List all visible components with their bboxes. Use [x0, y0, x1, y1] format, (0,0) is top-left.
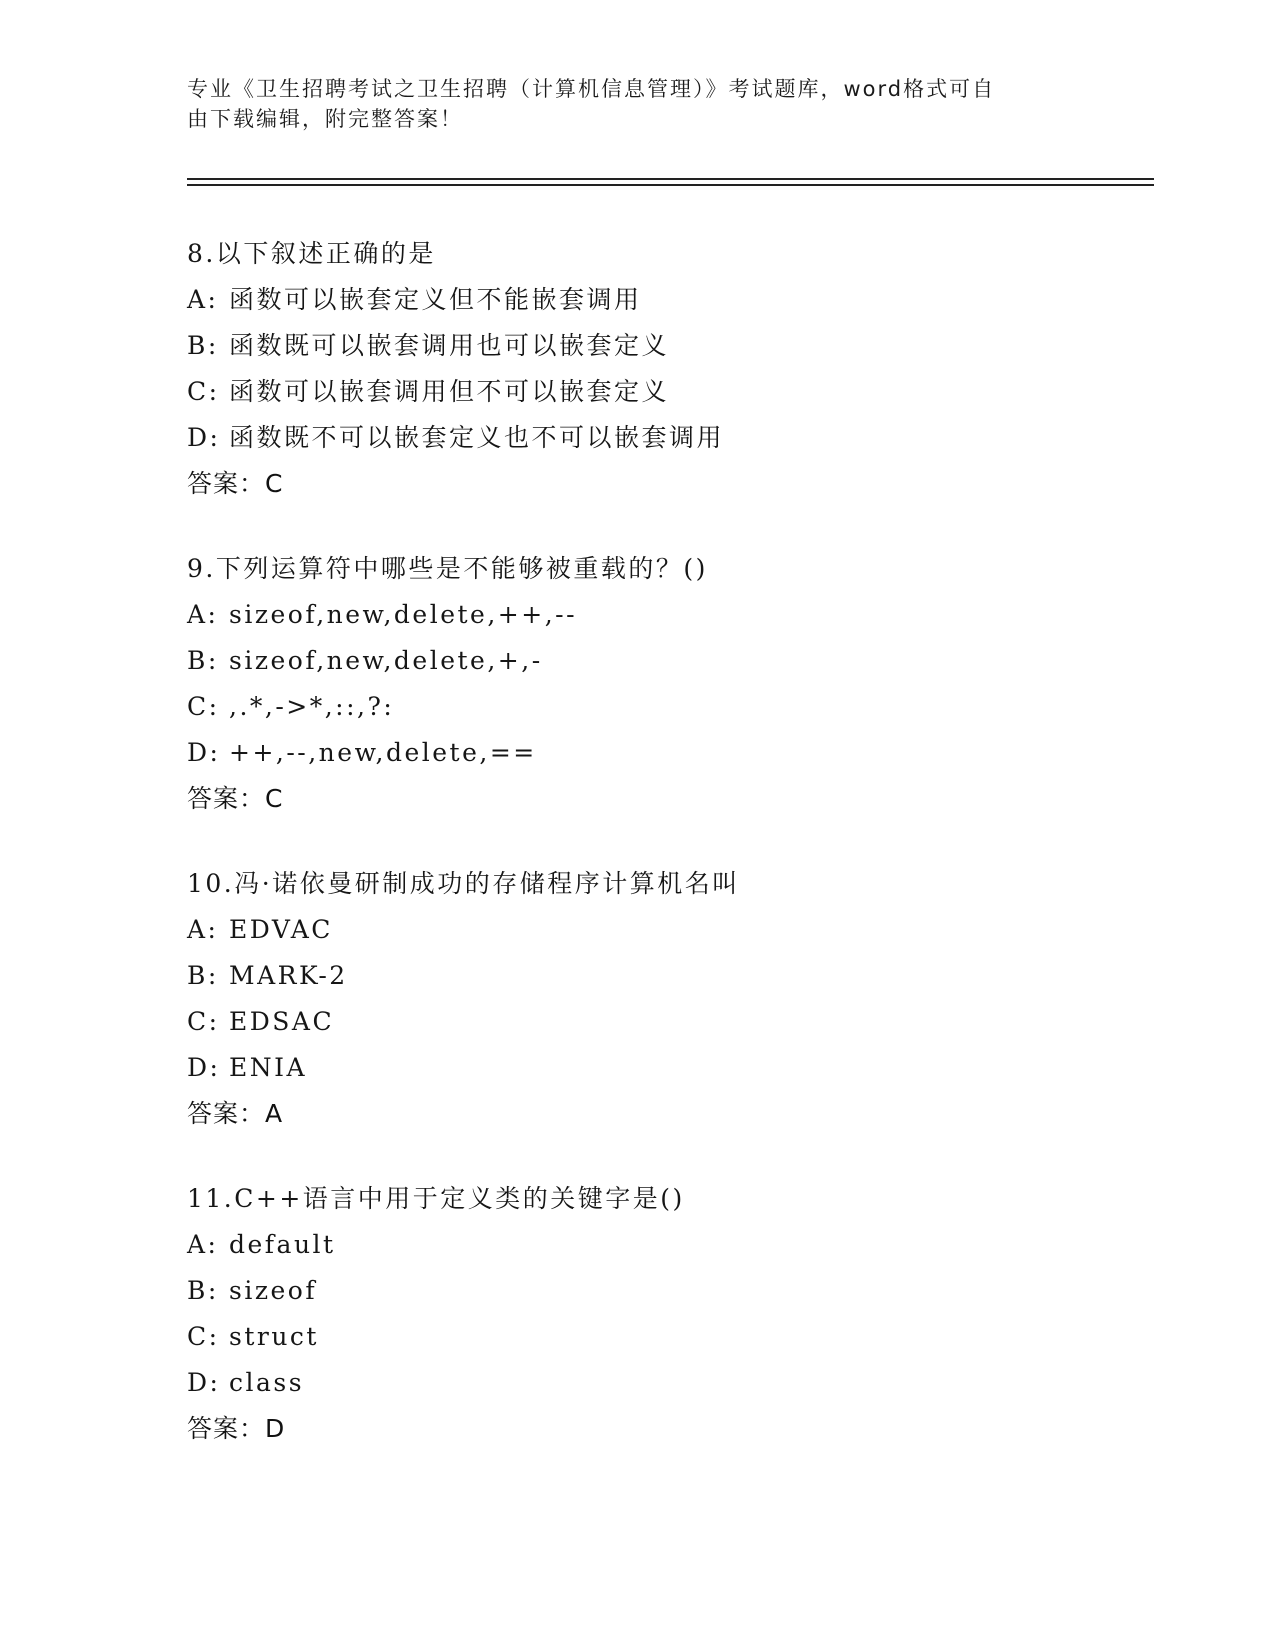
- option-letter: A:: [187, 915, 219, 944]
- answer-label: 答案：: [187, 1414, 266, 1443]
- answer-line: [187, 776, 1147, 822]
- answer-label: 答案：: [187, 1099, 266, 1128]
- option-letter: D:: [187, 1368, 221, 1397]
- option-text: 函数可以嵌套定义但不能嵌套调用: [229, 285, 642, 314]
- option-b: [187, 638, 1147, 684]
- option-c: [187, 369, 1147, 415]
- option-text: 函数既可以嵌套调用也可以嵌套定义: [229, 331, 670, 360]
- option-letter: B:: [187, 961, 219, 990]
- option-letter: B:: [187, 331, 219, 360]
- option-c: [187, 684, 1147, 730]
- option-text: 函数可以嵌套调用但不可以嵌套定义: [229, 377, 670, 406]
- header-divider-top: [187, 178, 1154, 180]
- option-d: [187, 1360, 1147, 1406]
- option-letter: C:: [187, 1322, 220, 1351]
- option-d: [187, 415, 1147, 461]
- option-text: ,.*,->*,::,?:: [229, 692, 395, 721]
- option-text: class: [229, 1368, 305, 1397]
- option-text: sizeof,new,delete,++,--: [229, 600, 578, 629]
- question-stem: 9.下列运算符中哪些是不能够被重载的？(): [187, 554, 708, 583]
- answer-value: D: [265, 1414, 286, 1443]
- option-letter: D:: [187, 738, 221, 767]
- header-line-2: 由下载编辑，附完整答案！: [187, 107, 463, 131]
- document-header: [187, 74, 1087, 134]
- option-text: ++,--,new,delete,==: [229, 738, 537, 767]
- option-letter: C:: [187, 377, 220, 406]
- option-a: [187, 907, 1147, 953]
- option-letter: B:: [187, 646, 219, 675]
- option-letter: D:: [187, 423, 221, 452]
- option-b: [187, 323, 1147, 369]
- option-a: [187, 592, 1147, 638]
- option-d: [187, 1045, 1147, 1091]
- answer-value: C: [265, 469, 284, 498]
- question-block: [187, 1176, 1147, 1452]
- answer-label: 答案：: [187, 469, 266, 498]
- option-b: [187, 953, 1147, 999]
- option-text: 函数既不可以嵌套定义也不可以嵌套调用: [229, 423, 725, 452]
- option-text: EDSAC: [229, 1007, 335, 1036]
- answer-value: A: [265, 1099, 284, 1128]
- option-letter: B:: [187, 1276, 219, 1305]
- option-text: EDVAC: [229, 915, 333, 944]
- option-text: MARK-2: [229, 961, 348, 990]
- question-block: [187, 546, 1147, 822]
- question-block: [187, 231, 1147, 507]
- option-text: ENIA: [229, 1053, 308, 1082]
- header-divider-bottom: [187, 184, 1154, 186]
- answer-line: [187, 1406, 1147, 1452]
- answer-line: [187, 461, 1147, 507]
- option-letter: C:: [187, 1007, 220, 1036]
- option-letter: C:: [187, 692, 220, 721]
- option-a: [187, 277, 1147, 323]
- option-a: [187, 1222, 1147, 1268]
- option-letter: A:: [187, 600, 219, 629]
- option-text: default: [229, 1230, 336, 1259]
- answer-value: C: [265, 784, 284, 813]
- question-block: [187, 861, 1147, 1137]
- option-text: sizeof: [229, 1276, 318, 1305]
- question-stem: 11.C++语言中用于定义类的关键字是(): [187, 1184, 685, 1213]
- question-stem: 8.以下叙述正确的是: [187, 239, 436, 268]
- header-line-1: 专业《卫生招聘考试之卫生招聘（计算机信息管理）》考试题库，word格式可自: [187, 77, 996, 101]
- option-c: [187, 1314, 1147, 1360]
- option-letter: A:: [187, 1230, 219, 1259]
- option-letter: A:: [187, 285, 219, 314]
- option-text: sizeof,new,delete,+,-: [229, 646, 543, 675]
- option-text: struct: [229, 1322, 319, 1351]
- option-d: [187, 730, 1147, 776]
- answer-label: 答案：: [187, 784, 266, 813]
- option-letter: D:: [187, 1053, 221, 1082]
- question-stem: 10.冯·诺依曼研制成功的存储程序计算机名叫: [187, 869, 740, 898]
- option-b: [187, 1268, 1147, 1314]
- answer-line: [187, 1091, 1147, 1137]
- option-c: [187, 999, 1147, 1045]
